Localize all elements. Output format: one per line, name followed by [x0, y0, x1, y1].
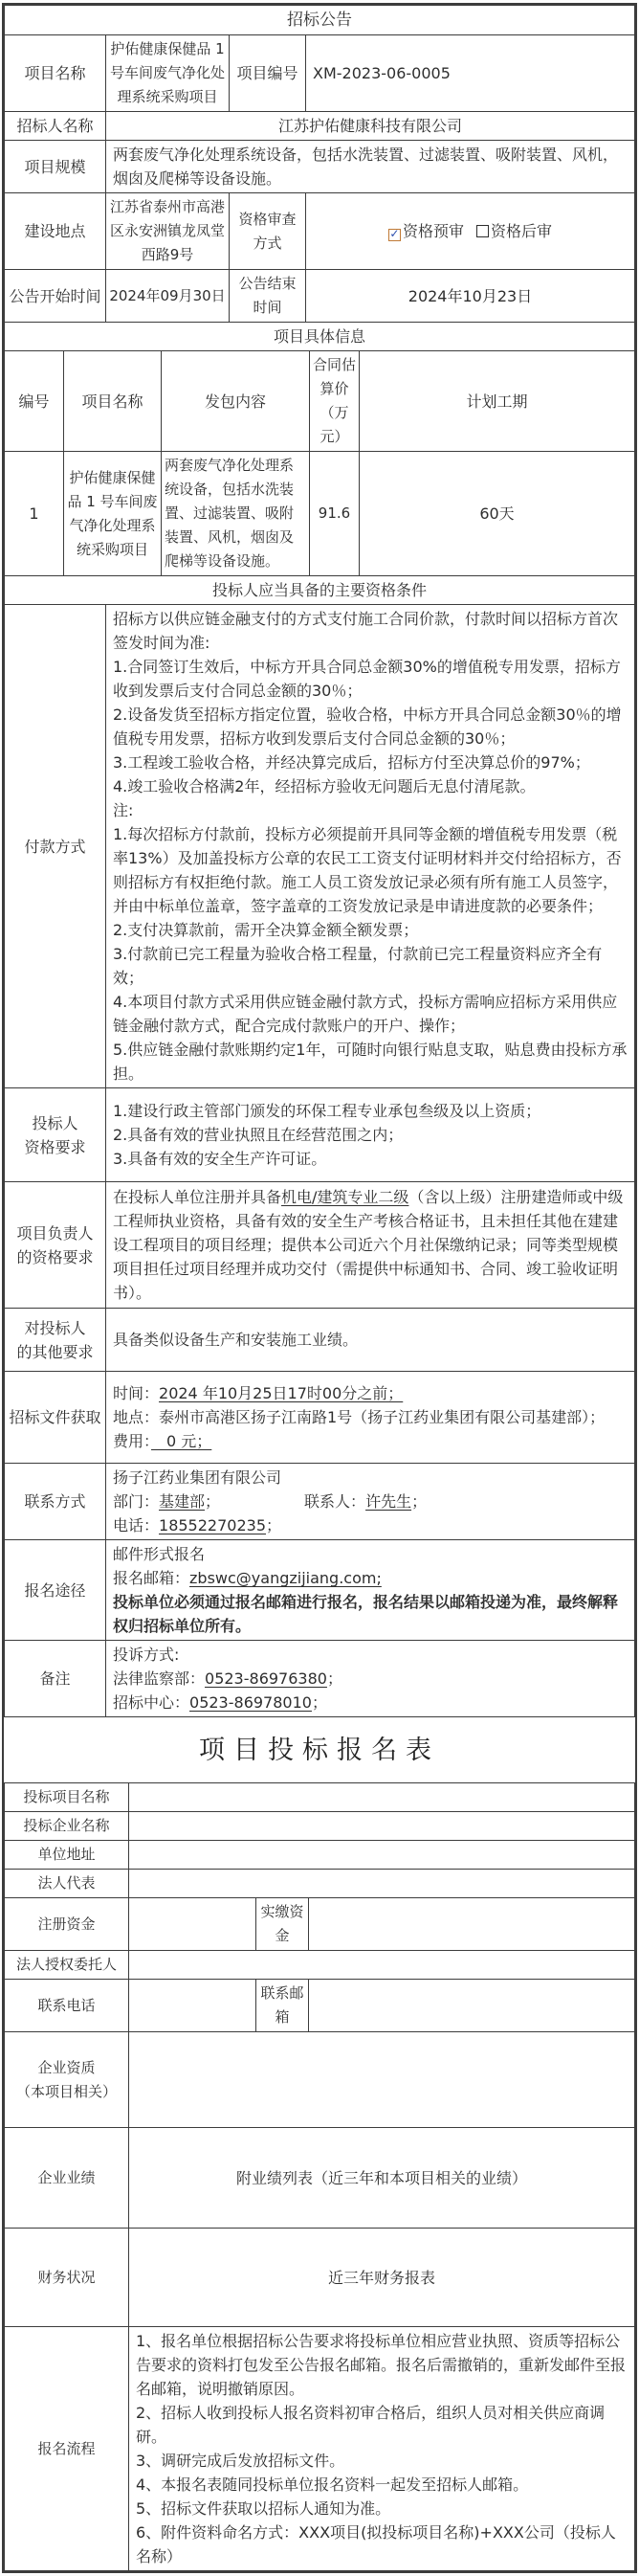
- project-no-label: 项目编号: [230, 35, 306, 112]
- qualification-title-row: [5, 576, 635, 605]
- payment-method-content: [106, 605, 635, 1088]
- signup-form-table: [4, 1716, 635, 2571]
- deadline-time: 2024 年10月25日17时00分之前；: [159, 1384, 404, 1402]
- form-phone-input: [129, 1980, 256, 2032]
- detail-section-title: 项目具体信息: [5, 323, 635, 351]
- pm-qualification-label: 项目负责人 的资格要求: [5, 1182, 106, 1309]
- text-line: 时间：2024 年10月25日17时00分之前；: [113, 1384, 404, 1402]
- review-method-label: 资格审查方式: [230, 193, 306, 270]
- start-time-label: 公告开始时间: [5, 270, 106, 323]
- text-line: 部门：基建部； 联系人：许先生；: [113, 1492, 428, 1511]
- form-email-input: [309, 1980, 635, 2032]
- announcement-title-row: [5, 6, 635, 35]
- tender-announcement-document: [2, 3, 637, 2573]
- end-time-value: 2024年10月23日: [306, 270, 635, 323]
- col-header-no: 编号: [5, 351, 64, 452]
- start-time-value: 2024年09月30日: [106, 270, 230, 323]
- col-header-content: 发包内容: [162, 351, 310, 452]
- location-value: 江苏省泰州市高港区永安洲镇龙凤堂西路9号: [106, 193, 230, 270]
- remark-label: 备注: [5, 1641, 106, 1717]
- project-name-value: 护佑健康保健品 1号车间废气净化处理系统采购项目: [106, 35, 230, 112]
- form-company-label: 投标企业名称: [5, 1812, 129, 1841]
- text-line: 5、招标文件获取以招标人通知为准。: [136, 2499, 391, 2518]
- announcement-title: 招标公告: [5, 6, 635, 35]
- text-line: 费用： 0 元；: [113, 1432, 212, 1450]
- legal-phone: 0523-86976380: [205, 1669, 327, 1688]
- form-title: 项目投标报名表: [5, 1717, 635, 1783]
- text-line: 5.供应链金融付款账期约定1年，可随时向银行贴息支取，贴息费由投标方承担。: [113, 1041, 628, 1083]
- project-detail-table: [4, 322, 635, 576]
- form-row-address: [5, 1841, 635, 1870]
- detail-data-row: [5, 452, 635, 576]
- text-line: 2、招标人收到投标人报名资料初审合格后，组织人员对相关供应商调研。: [136, 2404, 606, 2446]
- form-phone-label: 联系电话: [5, 1980, 129, 2032]
- form-address-label: 单位地址: [5, 1841, 129, 1870]
- payment-method-row: [5, 605, 635, 1088]
- bidder-qualification-label: 投标人 资格要求: [5, 1088, 106, 1182]
- doc-obtain-content: [106, 1372, 635, 1464]
- text-line: 4、本报名表随同投标单位报名资料一起发至招标人邮箱。: [136, 2475, 529, 2494]
- contact-dept: 基建部: [159, 1492, 206, 1511]
- text-line: 投诉方式:: [113, 1646, 180, 1664]
- form-row-capital: [5, 1898, 635, 1951]
- text-line: 注:: [113, 801, 134, 819]
- form-address-input: [129, 1841, 635, 1870]
- form-row-company: [5, 1812, 635, 1841]
- form-row-qualification: [5, 2032, 635, 2128]
- qualification-section-title: 投标人应当具备的主要资格条件: [5, 576, 635, 605]
- announcement-head-table: [4, 5, 635, 323]
- project-name-row: [5, 35, 635, 112]
- check-icon: ✓: [389, 227, 400, 240]
- contact-person: 许先生: [365, 1492, 412, 1511]
- form-agent-input: [129, 1951, 635, 1980]
- text-line: 3.付款前已完工程量为验收合格工程量，付款前已完工程量资料应齐全有效；: [113, 945, 603, 987]
- form-paid-capital-input: [309, 1898, 635, 1951]
- text-line: 6、附件资料命名方式：XXX项目(拟投标项目名称)+XXX公司（投标人名称）: [136, 2523, 616, 2565]
- project-no-value: XM-2023-06-0005: [306, 35, 635, 112]
- contact-label: 联系方式: [5, 1464, 106, 1540]
- text-line: 2.具备有效的营业执照且在经营范围之内；: [113, 1126, 404, 1144]
- text-line: 招标方以供应链金融支付的方式支付施工合同价款，付款时间以招标方首次签发时间为准:: [113, 610, 619, 652]
- signup-path-content: [106, 1540, 635, 1641]
- contact-company: 扬子江药业集团有限公司: [113, 1468, 282, 1487]
- location-label: 建设地点: [5, 193, 106, 270]
- text-line: 4.本项目付款方式采用供应链金融付款方式，投标方需响应招标方采用供应链金融付款方式，配合完成付款账户的开户、操作；: [113, 993, 618, 1035]
- prequalification-label: 资格预审: [402, 222, 464, 240]
- form-row-project: [5, 1783, 635, 1812]
- text-line: 2.设备发货至招标方指定位置，验收合格，中标方开具合同总金额30％的增值税专用发票，招标方收到发票后支付合同总金额的30％；: [113, 706, 622, 748]
- text-line: 4.竣工验收合格满2年，经招标方验收无问题后无息付清尾款。: [113, 777, 536, 795]
- form-email-label: 联系邮箱: [256, 1980, 309, 2032]
- text-line: 报名邮箱：zbswc@yangzijiang.com;: [113, 1569, 382, 1587]
- form-process-label: 报名流程: [5, 2327, 129, 2571]
- signup-path-label: 报名途径: [5, 1540, 106, 1641]
- form-title-row: [5, 1717, 635, 1783]
- bidder-qualification-content: [106, 1088, 635, 1182]
- contact-row: [5, 1464, 635, 1540]
- text-line: 法律监察部：0523-86976380；: [113, 1669, 342, 1688]
- text-line: 电话：18552270235；: [113, 1516, 282, 1534]
- location-row: [5, 193, 635, 270]
- text-line: 3.具备有效的安全生产许可证。: [113, 1150, 327, 1168]
- form-row-finance: [5, 2229, 635, 2327]
- text-line: 邮件形式报名: [113, 1545, 206, 1563]
- form-process-content: [129, 2327, 635, 2571]
- text-line: 招标中心：0523-86978010；: [113, 1693, 327, 1712]
- bidder-qualification-row: [5, 1088, 635, 1182]
- announcement-time-row: [5, 270, 635, 323]
- form-finance-label: 财务状况: [5, 2229, 129, 2327]
- detail-name: 护佑健康保健品 1 号车间废气净化处理系统采购项目: [64, 452, 162, 576]
- detail-content: 两套废气净化处理系统设备，包括水洗装置、过滤装置、吸附装置、风机，烟囱及爬梯等设备设施。: [162, 452, 310, 576]
- other-requirement-row: [5, 1309, 635, 1372]
- text-line: 1.建设行政主管部门颁发的环保工程专业承包叁级及以上资质；: [113, 1102, 541, 1120]
- form-row-performance: [5, 2128, 635, 2229]
- form-performance-label: 企业业绩: [5, 2128, 129, 2229]
- doc-obtain-row: [5, 1372, 635, 1464]
- remark-row: [5, 1641, 635, 1717]
- tenderer-value: 江苏护佑健康科技有限公司: [106, 112, 635, 141]
- form-qualification-label: 企业资质 （本项目相关）: [5, 2032, 129, 2128]
- tenderer-label: 招标人名称: [5, 112, 106, 141]
- form-row-phone: [5, 1980, 635, 2032]
- project-scale-row: [5, 141, 635, 193]
- center-phone: 0523-86978010: [189, 1693, 312, 1712]
- project-scale-value: 两套废气净化处理系统设备，包括水洗装置、过滤装置、吸附装置、风机，烟囱及爬梯等设备设施。: [106, 141, 635, 193]
- review-method-value: [306, 193, 635, 270]
- prequalification-checkbox[interactable]: [388, 229, 401, 241]
- other-requirement-content: 具备类似设备生产和安装施工业绩。: [106, 1309, 635, 1372]
- text-line: 2.支付决算款前，需开全决算金额全额发票；: [113, 921, 419, 939]
- col-header-name: 项目名称: [64, 351, 162, 452]
- project-name-label: 项目名称: [5, 35, 106, 112]
- detail-price: 91.6: [310, 452, 360, 576]
- form-legal-rep-input: [129, 1870, 635, 1898]
- signup-bold-note: 投标单位必须通过报名邮箱进行报名，报名结果以邮箱投递为准，最终解释权归招标单位所有。: [113, 1593, 619, 1635]
- contact-content: [106, 1464, 635, 1540]
- postqualification-label: 资格后审: [491, 222, 553, 240]
- col-header-duration: 计划工期: [360, 351, 635, 452]
- detail-no: 1: [5, 452, 64, 576]
- col-header-price: 合同估算价（万元）: [310, 351, 360, 452]
- text-line: 3.工程竣工验收合格，并经决算完成后，招标方付至决算总价的97%；: [113, 753, 590, 772]
- tenderer-row: [5, 112, 635, 141]
- text-line: 1、报名单位根据招标公告要求将投标单位相应营业执照、资质等招标公告要求的资料打包发至公告报名邮箱。报名后需撤销的，重新发邮件至报名邮箱，说明撤销原因。: [136, 2332, 627, 2398]
- text-line: 3、调研完成后发放招标文件。: [136, 2452, 345, 2470]
- underlined-text: 机电/建筑专业二级: [281, 1188, 409, 1206]
- form-qualification-input: [129, 2032, 635, 2128]
- signup-email-link[interactable]: zbswc@yangzijiang.com;: [189, 1569, 382, 1587]
- form-legal-rep-label: 法人代表: [5, 1870, 129, 1898]
- form-reg-capital-label: 注册资金: [5, 1898, 129, 1951]
- payment-method-label: 付款方式: [5, 605, 106, 1088]
- form-project-label: 投标项目名称: [5, 1783, 129, 1812]
- form-agent-label: 法人授权委托人: [5, 1951, 129, 1980]
- detail-duration: 60天: [360, 452, 635, 576]
- remark-content: [106, 1641, 635, 1717]
- pm-qualification-content: 在投标人单位注册并具备机电/建筑专业二级（含以上级）注册建造师或中级工程师执业资格，具备有效的安全生产考核合格证书，且未担任其他在建建设工程项目的项目经理；提供本公司近六个月社保缴纳记录；同等类型规模项目担任过项目经理并成功交付（需提供中标通知书、合同、竣工验收证明书）。: [106, 1182, 635, 1309]
- detail-header-row: [5, 351, 635, 452]
- text-line: 地点：泰州市高港区扬子江南路1号（扬子江药业集团有限公司基建部）；: [113, 1408, 606, 1426]
- form-finance-value: 近三年财务报表: [129, 2229, 635, 2327]
- form-reg-capital-input: [129, 1898, 256, 1951]
- doc-obtain-label: 招标文件获取: [5, 1372, 106, 1464]
- fee-value: 0 元；: [151, 1432, 212, 1450]
- text-line: 1.每次招标方付款前，投标方必须提前开具同等金额的增值税专用发票（税率13%）及加盖投标方公章的农民工工资支付证明材料并交付给招标方，否则招标方有权拒绝付款。施工人员工资发放记录必须有所有施工人员签字，并由中标单位盖章，签字盖章的工资发放记录是申请进度款的必要条件；: [113, 825, 622, 915]
- postqualification-checkbox[interactable]: [476, 225, 489, 237]
- text-line: 1.合同签订生效后，中标方开具合同总金额30%的增值税专用发票，招标方收到发票后支付合同总金额的30％；: [113, 658, 621, 700]
- form-row-process: [5, 2327, 635, 2571]
- signup-path-row: [5, 1540, 635, 1641]
- form-row-legal-rep: [5, 1870, 635, 1898]
- qualification-table: [4, 575, 635, 1717]
- form-paid-capital-label: 实缴资金: [256, 1898, 309, 1951]
- detail-section-title-row: [5, 323, 635, 351]
- other-requirement-label: 对投标人 的其他要求: [5, 1309, 106, 1372]
- form-row-agent: [5, 1951, 635, 1980]
- contact-phone: 18552270235: [159, 1516, 266, 1534]
- form-performance-value: 附业绩列表（近三年和本项目相关的业绩）: [129, 2128, 635, 2229]
- form-project-input: [129, 1783, 635, 1812]
- pm-qualification-row: [5, 1182, 635, 1309]
- end-time-label: 公告结束时间: [230, 270, 306, 323]
- project-scale-label: 项目规模: [5, 141, 106, 193]
- form-company-input: [129, 1812, 635, 1841]
